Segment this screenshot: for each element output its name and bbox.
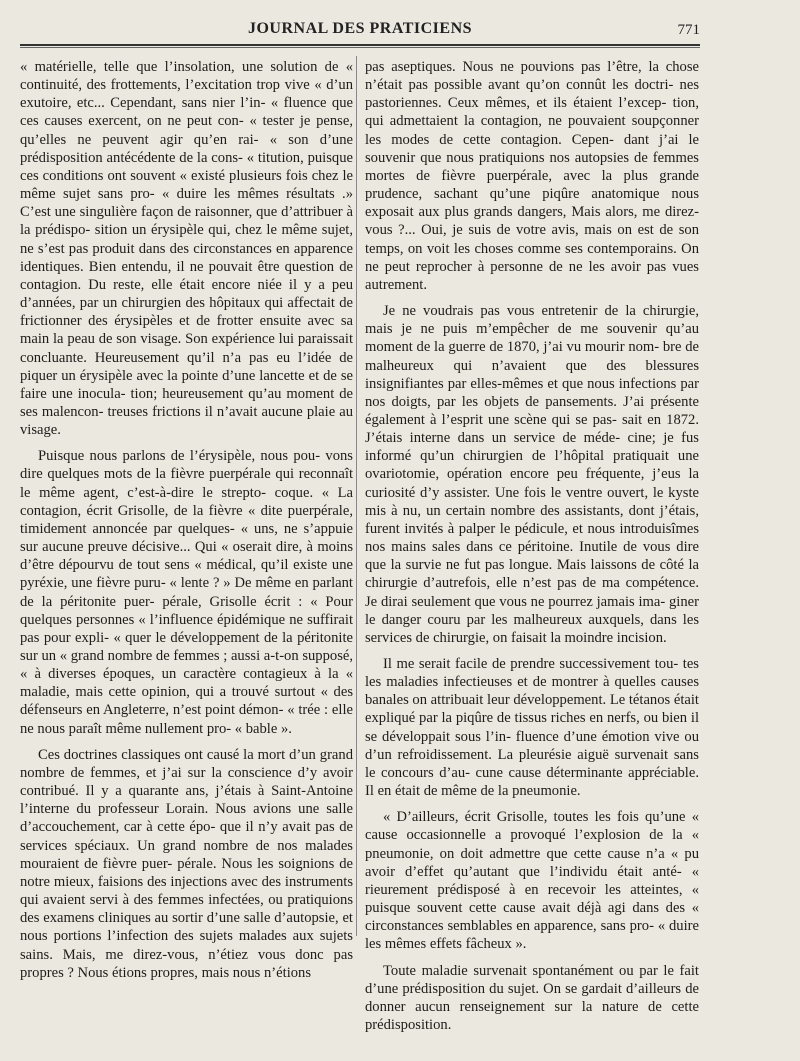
paragraph: Puisque nous parlons de l’érysipèle, nous pou- vons dire quelques mots de la fièvre puerpérale qui reconnaît le même agent, c’est-à-dire le strepto- coque. « La contagion, écrit Grisolle, de la fièvre « dite puerpérale, timidement annoncée par quelques- « uns, ne s’appuie sur aucune preuve décisive... Qui « oserait dire, à moins d’être dépourvu de tout sens « médical, qu’il existe une pyréxie, une fièvre puru- « lente ? » De même en parlant de la péritonite puer- pérale, Grisolle écrit : « Pour quelques personnes « l’influence épidémique ne suffirait pas pour expli- « quer le développement de la péritonite sur un « grand nombre de femmes ; aussi a-t-on supposé, « à diverses époques, un caractère contagieux à la « maladie, mais cette opinion, qui a trouvé surtout « des défenseurs en Angleterre, n’est point démon- « trée : elle ne nous paraît même nullement pro- « bable ». bbox=[20, 448, 353, 737]
paragraph: « matérielle, telle que l’insolation, une solution de « continuité, des frottements, l’excitation trop vive « d’un exutoire, etc... Cependant, sans nier l’in- « fluence que ces causes exercent, on ne peut con- « tester je pense, qu’elles ne peuvent agir qu’en rai- « son d’une prédisposition antécédente de la cons- « titution, puisque ces conditions ont souvent « existé plusieurs fois chez le même sujet sans pro- « duire les mêmes résultats .» C’est une singulière façon de raisonner, que d’attribuer à la prédispo- sition un érysipèle qui, chez le même sujet, ne s’est pas produit dans des circonstances en apparence identiques. Bien entendu, il ne pouvait être question de contagion. Du reste, elle était encore niée il y a peu d’années, par un chirurgien des hôpitaux qui affectait de frictionner des érysipèles et de frotter ensuite avec sa main la peau de son visage. Son expérience lui paraissait concluante. Heureusement qu’il n’a pas eu l’idée de piquer un érysipèle avec la pointe d’une lancette et de se faire une inocula- tion; heureusement qu’au moment de ses malencon- treuses frictions il n’avait aucune plaie au visage. bbox=[20, 59, 353, 439]
paragraph: Je ne voudrais pas vous entretenir de la chirurgie, mais je ne puis m’empêcher de me souvenir qu’au moment de la guerre de 1870, j’ai vu mourir nom- bre de malheureux qui n’avaient que des blessures insignifiantes par elles-mêmes et que nous infections par nos doigts, par les objets de pansements. J’ai présente également à l’esprit une scène qui se pas- sait en 1872. J’étais interne dans un service de méde- cine; je fus informé qu’un chirurgien de l’hôpital pratiquait une ovariotomie, opération encore peu fréquente, j’eus la curiosité d’y assister. Une fois le ventre ouvert, le kyste mis à nu, un certain nombre des assistants, dont j’étais, furent invités à palper le pédicule, et nous introduisîmes nos mains sales dans ce péritoine. Inutile de vous dire que la survie ne fut pas longue. Mais laissons de côté la chirurgie d’autrefois, elle n’est pas de ma compétence. Je dirai seulement que vous ne pourrez jamais ima- giner le danger couru par les malheureux auxquels, dans les services de chirurgie, on faisait la moindre incision. bbox=[365, 303, 699, 646]
header-rule bbox=[20, 44, 700, 46]
paragraph: pas aseptiques. Nous ne pouvions pas l’être, la chose n’était pas possible avant qu’on connût les doctri- nes pastoriennes. Ceux mêmes, et ils étaient l’excep- tion, qui admettaient la contagion, ne pouvaient soupçonner les modes de cette contagion. Cepen- dant j’ai le souvenir que nous pratiquions nos autopsies de femmes mortes de fièvre puerpérale, avec la plus grande prudence, sachant qu’une piqûre anatomique nous exposait aux plus grands dangers, Mais alors, me direz-vous ?... Oui, je suis de votre avis, mais on est de son temps, on voit les choses comme ses contemporains. On ne peut reprocher à personne de ne les avoir pas vues autrement. bbox=[365, 59, 699, 293]
header-rule-thin bbox=[20, 47, 700, 48]
paragraph: Toute maladie survenait spontanément ou par le fait d’une prédisposition du sujet. On se gardait d’ailleurs de donner aucun renseignement sur la nature de cette prédisposition. bbox=[365, 962, 699, 1033]
page-header bbox=[20, 16, 700, 46]
quotation-paragraph: « D’ailleurs, écrit Grisolle, toutes les fois qu’une « cause occasionnelle a provoqué l’explosion de la « pneumonie, on doit admettre que cette cause n’a « pu avoir d’effet qu’autant que l’individu était anté- « rieurement prédisposé à en recevoir les atteintes, « puisque souvent cette cause avait déjà agi dans des « circonstances semblables en apparence, sans pro- « duire les mêmes effets fâcheux ». bbox=[365, 809, 699, 953]
left-column bbox=[20, 58, 353, 982]
paragraph: Ces doctrines classiques ont causé la mort d’un grand nombre de femmes, et j’ai sur la conscience d’y avoir contribué. Il y a quarante ans, j’étais à Saint-Antoine l’interne du professeur Lorain. Nous avions une salle d’accouchement, car à cette épo- que il n’y avait pas de services spéciaux. Un grand nombre de nos malades mouraient de fièvre puer- pérale. Nous les soignions de notre mieux, faisions des injections avec des instruments qui avaient servi à des femmes infectées, ou pratiquions des examens cliniques au sortir d’une salle d’autopsie, et nous portions l’infection des sujets malades aux sujets sains. Mais, me direz-vous, n’étiez vous donc pas propres ? Nous étions propres, mais nous n’étions bbox=[20, 746, 353, 981]
column-divider bbox=[356, 56, 357, 936]
journal-title: JOURNAL DES PRATICIENS bbox=[247, 20, 473, 37]
paragraph: Il me serait facile de prendre successivement tou- tes les maladies infectieuses et de montrer à quelles causes banales on attribuait leur développement. Le tétanos était expliqué par la piqûre de tissus riches en nerfs, ou bien il se développait sous l’in- fluence d’une émotion vive ou d’un refroidissement. La pleurésie aiguë survenait sans le concours d’au- cune cause déterminante appréciable. Il en était de même de la pneumonie. bbox=[365, 656, 699, 800]
right-column bbox=[365, 58, 699, 1034]
page-number: 771 bbox=[677, 22, 700, 38]
